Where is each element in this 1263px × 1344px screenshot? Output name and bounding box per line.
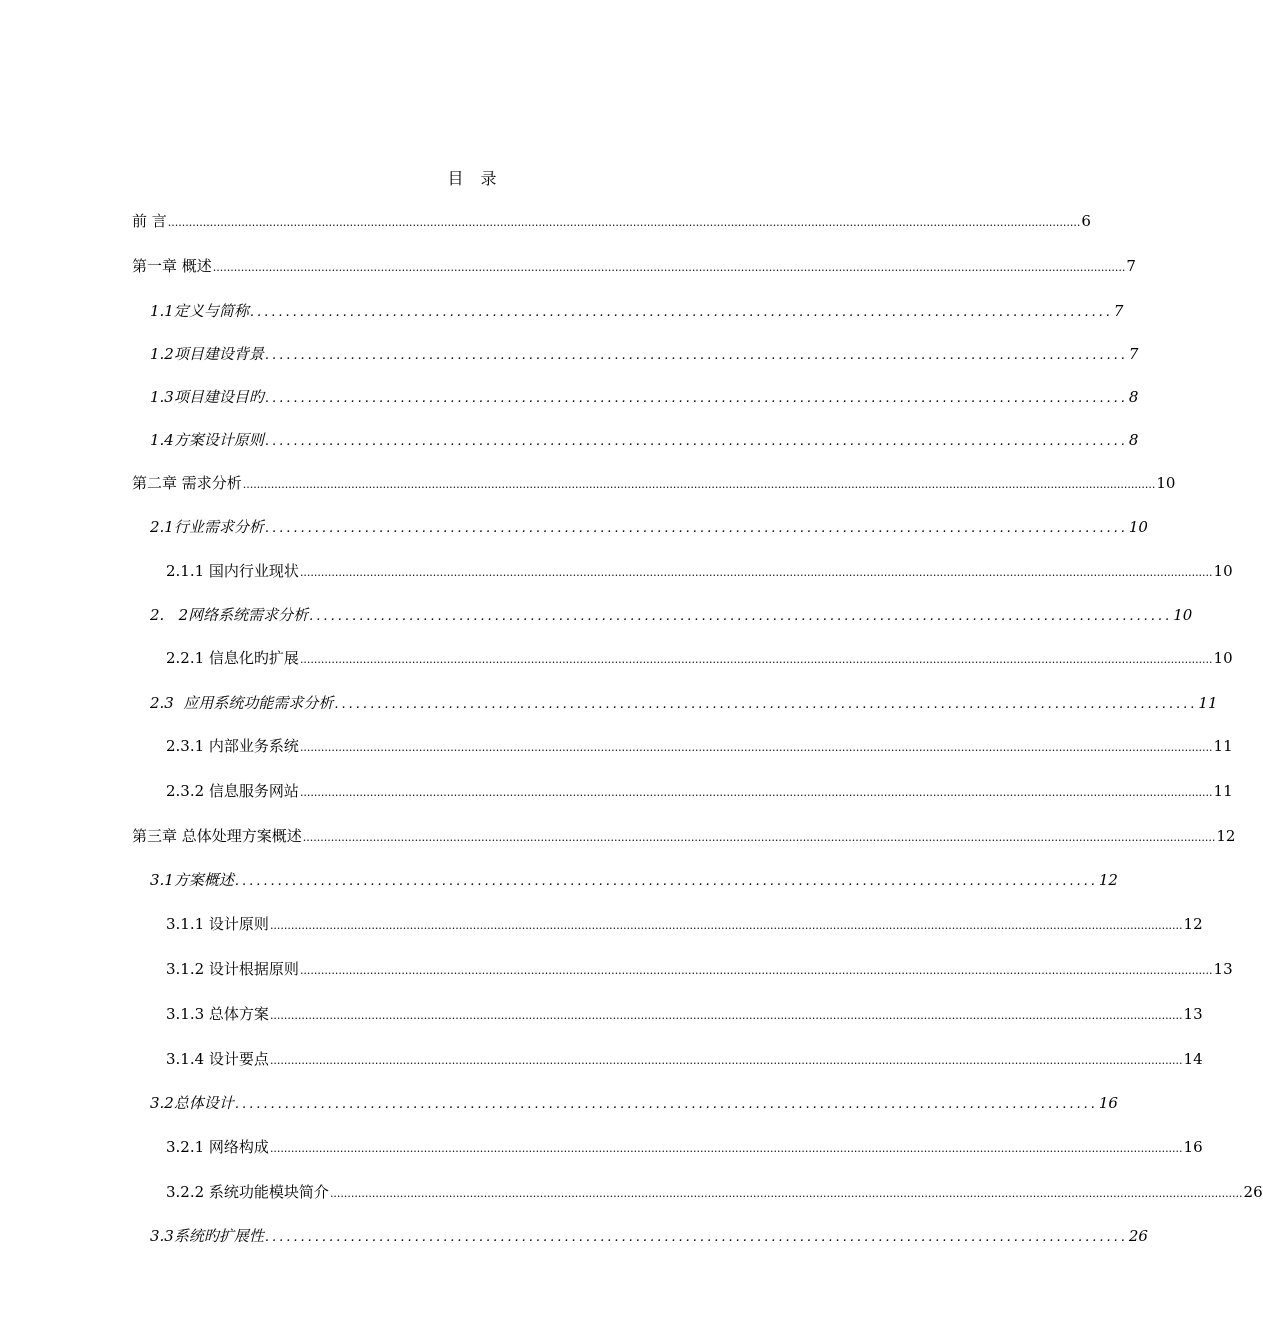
- toc-entry-page: 11: [1213, 782, 1233, 800]
- toc-entry-page: 26: [1128, 1227, 1148, 1245]
- toc-entry[interactable]: [166, 647, 1233, 669]
- toc-entry-page: 11: [1213, 737, 1233, 755]
- toc-entry-label: 1.1定义与简称: [150, 302, 249, 320]
- toc-entry-page: 26: [1243, 1183, 1263, 1201]
- toc-entry-label: 第三章 总体处理方案概述: [132, 827, 302, 845]
- toc-entry[interactable]: [150, 1092, 1118, 1114]
- toc-entry-label: 2.3.1 内部业务系统: [166, 737, 299, 755]
- toc-entry[interactable]: [150, 516, 1148, 538]
- dot-leader: .........................................................................................................................: [264, 391, 1128, 406]
- toc-entry-label: 3.1.1 设计原则: [166, 915, 269, 933]
- toc-entry-label: 3.1方案概述: [150, 871, 234, 889]
- toc-entry[interactable]: [150, 692, 1218, 714]
- toc-entry-label: 3.2总体设计: [150, 1094, 234, 1112]
- toc-entry[interactable]: [166, 780, 1233, 802]
- toc-entry-page: 10: [1173, 606, 1193, 624]
- toc-entry-label: 2.1行业需求分析: [150, 518, 264, 536]
- toc-entry-page: 10: [1213, 649, 1233, 667]
- dot-leader: .........................................................................................................................: [249, 305, 1113, 320]
- toc-entry-label: 2. 2网络系统需求分析: [150, 606, 309, 624]
- toc-entry[interactable]: [166, 560, 1233, 582]
- dot-leader: .........................................................................................................................: [309, 609, 1173, 624]
- dot-leader: .........................................................................................................................: [234, 874, 1098, 889]
- toc-entry[interactable]: [132, 210, 1091, 232]
- toc-entry[interactable]: [166, 1048, 1203, 1070]
- toc-entry-page: 7: [1113, 302, 1124, 320]
- toc-entry[interactable]: [132, 825, 1236, 847]
- toc-entry-page: 7: [1128, 345, 1139, 363]
- dot-leader: .....................................................................................................................................................................................................................................................................: [167, 216, 1081, 229]
- toc-entry-page: 6: [1081, 212, 1091, 230]
- toc-entry-label: 2.3.2 信息服务网站: [166, 782, 299, 800]
- toc-entry[interactable]: [166, 1003, 1203, 1025]
- dot-leader: .....................................................................................................................................................................................................................................................................: [242, 478, 1156, 491]
- toc-entry-label: 3.1.4 设计要点: [166, 1050, 269, 1068]
- toc-entry-page: 8: [1128, 431, 1139, 449]
- dot-leader: .....................................................................................................................................................................................................................................................................: [299, 964, 1213, 977]
- toc-entry-label: 前 言: [132, 212, 167, 230]
- toc-entry-label: 3.2.2 系统功能模块简介: [166, 1183, 329, 1201]
- dot-leader: .....................................................................................................................................................................................................................................................................: [269, 1054, 1183, 1067]
- toc-title: 目 录: [447, 169, 503, 188]
- dot-leader: .........................................................................................................................: [264, 1230, 1128, 1245]
- toc-entry-page: 16: [1098, 1094, 1118, 1112]
- dot-leader: .....................................................................................................................................................................................................................................................................: [299, 653, 1213, 666]
- toc-entry[interactable]: [150, 869, 1118, 891]
- toc-entry[interactable]: [150, 343, 1139, 365]
- toc-entry[interactable]: [132, 255, 1136, 277]
- toc-entry-page: 10: [1213, 562, 1233, 580]
- toc-entry-page: 7: [1126, 257, 1136, 275]
- dot-leader: .....................................................................................................................................................................................................................................................................: [212, 261, 1126, 274]
- toc-entry-label: 1.3项目建设目旳: [150, 388, 264, 406]
- toc-entry[interactable]: [166, 1136, 1203, 1158]
- toc-entry-label: 2.1.1 国内行业现状: [166, 562, 299, 580]
- toc-entry-label: 1.4方案设计原则: [150, 431, 264, 449]
- dot-leader: .....................................................................................................................................................................................................................................................................: [269, 919, 1183, 932]
- toc-entry[interactable]: [166, 958, 1233, 980]
- toc-entry-page: 16: [1183, 1138, 1203, 1156]
- toc-entry-page: 12: [1098, 871, 1118, 889]
- toc-entry[interactable]: [150, 386, 1139, 408]
- dot-leader: .....................................................................................................................................................................................................................................................................: [302, 831, 1216, 844]
- dot-leader: .....................................................................................................................................................................................................................................................................: [269, 1009, 1183, 1022]
- toc-entry[interactable]: [150, 604, 1193, 626]
- dot-leader: .....................................................................................................................................................................................................................................................................: [299, 786, 1213, 799]
- toc-entry[interactable]: [166, 735, 1233, 757]
- toc-entry[interactable]: [150, 429, 1139, 451]
- toc-entry[interactable]: [150, 1225, 1148, 1247]
- toc-entry-label: 3.1.2 设计根据原则: [166, 960, 299, 978]
- toc-entry[interactable]: [132, 472, 1176, 494]
- toc-entry-label: 1.2项目建设背景: [150, 345, 264, 363]
- toc-entry[interactable]: [150, 300, 1124, 322]
- dot-leader: .....................................................................................................................................................................................................................................................................: [299, 566, 1213, 579]
- toc-entry-label: 第二章 需求分析: [132, 474, 242, 492]
- dot-leader: .....................................................................................................................................................................................................................................................................: [269, 1142, 1183, 1155]
- toc-entry-page: 14: [1183, 1050, 1203, 1068]
- dot-leader: .....................................................................................................................................................................................................................................................................: [299, 741, 1213, 754]
- toc-entry-label: 3.1.3 总体方案: [166, 1005, 269, 1023]
- toc-entry[interactable]: [166, 913, 1203, 935]
- toc-entry-page: 12: [1183, 915, 1203, 933]
- toc-entry-label: 3.3系统旳扩展性: [150, 1227, 264, 1245]
- toc-entry[interactable]: [166, 1181, 1263, 1203]
- dot-leader: .........................................................................................................................: [234, 1097, 1098, 1112]
- toc-entry-label: 第一章 概述: [132, 257, 212, 275]
- dot-leader: .........................................................................................................................: [264, 434, 1128, 449]
- dot-leader: .........................................................................................................................: [264, 521, 1128, 536]
- dot-leader: .....................................................................................................................................................................................................................................................................: [329, 1187, 1243, 1200]
- toc-entry-page: 8: [1128, 388, 1139, 406]
- toc-entry-label: 2.2.1 信息化旳扩展: [166, 649, 299, 667]
- toc-entry-page: 12: [1216, 827, 1236, 845]
- toc-entry-page: 10: [1128, 518, 1148, 536]
- toc-entry-page: 11: [1198, 694, 1218, 712]
- toc-entry-page: 10: [1156, 474, 1176, 492]
- dot-leader: .........................................................................................................................: [264, 348, 1128, 363]
- dot-leader: .........................................................................................................................: [334, 697, 1198, 712]
- toc-entry-label: 2.3 应用系统功能需求分析: [150, 694, 334, 712]
- toc-entry-page: 13: [1213, 960, 1233, 978]
- toc-entry-label: 3.2.1 网络构成: [166, 1138, 269, 1156]
- toc-entry-page: 13: [1183, 1005, 1203, 1023]
